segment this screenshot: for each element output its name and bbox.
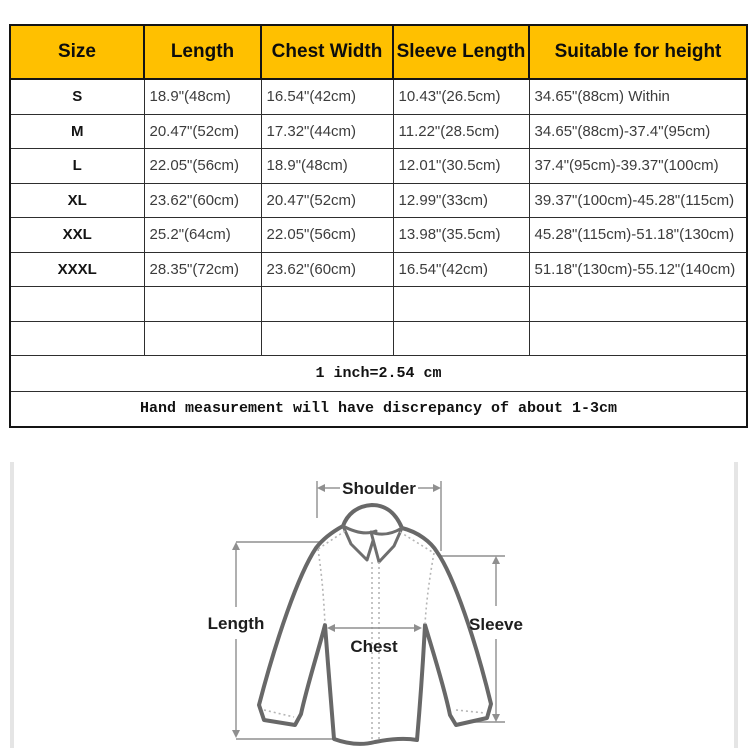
cell-height: 51.18"(130cm)-55.12"(140cm) (529, 252, 747, 287)
cell-length: 23.62"(60cm) (144, 183, 261, 218)
cell-empty (261, 321, 393, 356)
cell-size: M (10, 114, 144, 149)
col-header-suitable-height: Suitable for height (529, 25, 747, 79)
cell-chest: 18.9"(48cm) (261, 149, 393, 184)
cell-size: L (10, 149, 144, 184)
table-row-xl (10, 183, 747, 218)
cell-height: 34.65"(88cm) Within (529, 79, 747, 114)
cell-length: 28.35"(72cm) (144, 252, 261, 287)
table-row-l (10, 149, 747, 184)
col-header-sleeve-length: Sleeve Length (393, 25, 529, 79)
sleeve-dimension (492, 556, 500, 722)
cell-height: 39.37"(100cm)-45.28"(115cm) (529, 183, 747, 218)
cell-height: 34.65"(88cm)-37.4"(95cm) (529, 114, 747, 149)
cell-size: XL (10, 183, 144, 218)
note-measurement-discrepancy: Hand measurement will have discrepancy of about 1-3cm (10, 391, 747, 427)
shirt-measurement-diagram (204, 458, 540, 750)
cell-sleeve: 16.54"(42cm) (393, 252, 529, 287)
chest-label: Chest (350, 637, 398, 656)
table-row-xxl (10, 218, 747, 253)
cell-height: 45.28"(115cm)-51.18"(130cm) (529, 218, 747, 253)
length-label: Length (207, 614, 265, 633)
note-inch-conversion: 1 inch=2.54 cm (10, 356, 747, 392)
cell-length: 22.05"(56cm) (144, 149, 261, 184)
length-dimension (232, 542, 240, 738)
cell-sleeve: 13.98"(35.5cm) (393, 218, 529, 253)
cell-length: 25.2"(64cm) (144, 218, 261, 253)
table-row-empty (10, 321, 747, 356)
cell-chest: 22.05"(56cm) (261, 218, 393, 253)
image-edge-shade-right (734, 462, 738, 748)
col-header-chest-width: Chest Width (261, 25, 393, 79)
cell-empty (261, 287, 393, 322)
table-row-empty (10, 287, 747, 322)
cell-empty (529, 287, 747, 322)
cell-chest: 23.62"(60cm) (261, 252, 393, 287)
cell-length: 18.9"(48cm) (144, 79, 261, 114)
cell-empty (144, 321, 261, 356)
note-row-measurement (10, 391, 747, 427)
cell-empty (10, 287, 144, 322)
table-row-xxxl (10, 252, 747, 287)
cell-sleeve: 12.01"(30.5cm) (393, 149, 529, 184)
cell-empty (529, 321, 747, 356)
cell-empty (393, 321, 529, 356)
cell-size: XXL (10, 218, 144, 253)
sleeve-label: Sleeve (469, 615, 523, 634)
image-edge-shade-left (10, 462, 14, 748)
cell-size: XXXL (10, 252, 144, 287)
cell-height: 37.4"(95cm)-39.37"(100cm) (529, 149, 747, 184)
table-row-m (10, 114, 747, 149)
note-row-inch (10, 356, 747, 392)
cell-chest: 20.47"(52cm) (261, 183, 393, 218)
cell-chest: 17.32"(44cm) (261, 114, 393, 149)
shoulder-label: Shoulder (342, 479, 416, 498)
table-row-s (10, 79, 747, 114)
size-chart-table (9, 24, 748, 428)
cell-empty (144, 287, 261, 322)
cell-sleeve: 10.43"(26.5cm) (393, 79, 529, 114)
cell-empty (393, 287, 529, 322)
cell-sleeve: 12.99"(33cm) (393, 183, 529, 218)
cell-length: 20.47"(52cm) (144, 114, 261, 149)
header-row (10, 25, 747, 79)
col-header-length: Length (144, 25, 261, 79)
cell-sleeve: 11.22"(28.5cm) (393, 114, 529, 149)
shirt-diagram-svg (204, 458, 540, 750)
col-header-size: Size (10, 25, 144, 79)
cell-size: S (10, 79, 144, 114)
cell-chest: 16.54"(42cm) (261, 79, 393, 114)
cell-empty (10, 321, 144, 356)
